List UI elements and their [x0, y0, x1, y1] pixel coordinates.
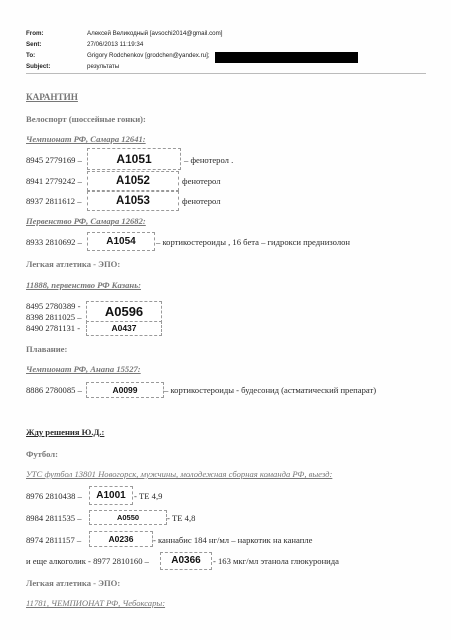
- f1-result: - ТЕ 4,9: [134, 491, 163, 501]
- f1-number: 8976 2810438 –: [26, 491, 82, 501]
- to-value: Grigory Rodchenkov [grodchen@yandex.ru];: [87, 52, 210, 59]
- athletics-epo2-heading: Легкая атлетика - ЭПО:: [26, 578, 121, 588]
- to-label: To:: [26, 52, 36, 59]
- samara-first: Первенство РФ, Самара 12682:: [26, 216, 146, 226]
- anapa-heading: Чемпионат РФ, Анапа 15527:: [26, 364, 141, 374]
- cycling-heading: Велоспорт (шоссейные гонки):: [26, 114, 146, 124]
- r4-code-box: A1054: [87, 232, 155, 251]
- r3-code-box: A1053: [87, 191, 179, 211]
- r7-number: 8490 2781131 -: [26, 323, 81, 333]
- from-label: From:: [26, 30, 44, 37]
- f4-prefix: и еще алкоголик - 8977 2810160 –: [26, 556, 149, 566]
- f2-code-box: A0550: [89, 510, 167, 525]
- from-value: Алексей Великодный [avsochi2014@gmail.com]: [87, 30, 223, 37]
- r1-code-box: A1051: [87, 148, 181, 170]
- subject-value: результаты: [87, 63, 120, 70]
- f3-code-box: A0236: [89, 531, 153, 547]
- r2-number: 8941 2779242 –: [26, 176, 82, 186]
- r1-number: 8945 2779169 –: [26, 155, 82, 165]
- samara-championship: Чемпионат РФ, Самара 12641:: [26, 134, 146, 144]
- r2-code-box: A1052: [87, 171, 179, 191]
- f3-result: - каннабис 184 нг/мл – наркотик на канапле: [153, 535, 313, 545]
- r8-code-box: A0099: [86, 382, 164, 398]
- f4-result: - 163 мкг/мл этанола глюкуронида: [213, 556, 339, 566]
- f2-result: - ТЕ 4,8: [167, 513, 196, 523]
- f4-code-box: A0366: [160, 552, 212, 570]
- r8-number: 8886 2780085 –: [26, 385, 82, 395]
- r2-result: фенотерол: [182, 176, 221, 186]
- await-decision-heading: Жду решения Ю.Д.:: [26, 427, 105, 437]
- kazan-heading: 11888, первенство РФ Казань:: [26, 280, 141, 290]
- redaction-bar: [215, 52, 358, 63]
- r3-number: 8937 2811612 –: [26, 196, 82, 206]
- r1-result: – фенотерол .: [184, 155, 234, 165]
- r8-result: – кортикостероиды - будесонид (астматический препарат): [164, 385, 377, 395]
- f3-number: 8974 2811157 –: [26, 535, 82, 545]
- utc-heading: УТС футбол 13801 Новогорск, мужчины, молодежная сборная команда РФ, выезд:: [26, 469, 333, 479]
- r4-result: – кортикостероиды , 16 бета – гидрокси преднизолон: [156, 237, 351, 247]
- f1-code-box: A1001: [89, 486, 133, 505]
- r5-number: 8495 2780389 -: [26, 301, 81, 311]
- r7-code-box: A0437: [86, 321, 162, 336]
- header-divider: [26, 73, 426, 74]
- sent-label: Sent:: [26, 41, 42, 48]
- swimming-heading: Плавание:: [26, 344, 68, 354]
- r3-result: фенотерол: [182, 196, 221, 206]
- sent-value: 27/06/2013 11:19:34: [87, 41, 144, 48]
- subject-label: Subject:: [26, 63, 51, 70]
- athletics-epo-heading: Легкая атлетика - ЭПО:: [26, 259, 121, 269]
- r6-number: 8398 2811025 –: [26, 312, 82, 322]
- r4-number: 8933 2810692 –: [26, 237, 82, 247]
- r56-code-box: A0596: [86, 301, 162, 323]
- quarantine-heading: КАРАНТИН: [26, 92, 78, 102]
- football-heading: Футбол:: [26, 449, 58, 459]
- cheboksary-heading: 11781, ЧЕМПИОНАТ РФ, Чебоксары:: [26, 598, 166, 608]
- f2-number: 8984 2811535 –: [26, 513, 82, 523]
